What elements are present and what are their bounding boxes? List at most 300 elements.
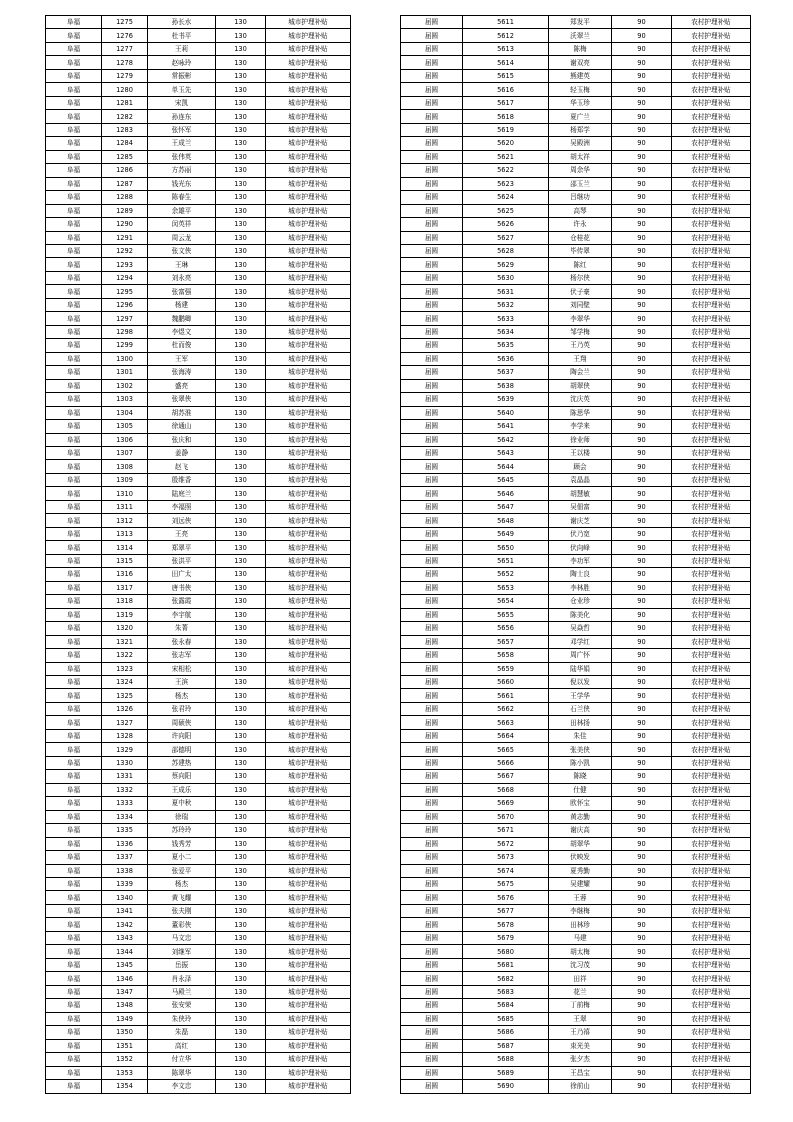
name-cell: 常振彬	[148, 69, 216, 82]
table-row	[401, 420, 751, 433]
serial-cell: 5665	[463, 743, 549, 756]
town-cell: 届圆	[401, 649, 463, 662]
serial-cell: 5685	[463, 1012, 549, 1025]
category-cell: 农村护理补贴	[672, 420, 751, 433]
table-row	[401, 743, 751, 756]
name-cell: 徐通山	[148, 420, 216, 433]
amount-cell: 90	[612, 473, 672, 486]
town-cell: 阜福	[46, 810, 102, 823]
serial-cell: 1350	[102, 1026, 148, 1039]
amount-cell: 90	[612, 487, 672, 500]
name-cell: 徐业师	[549, 433, 612, 446]
name-cell: 陆华娟	[549, 662, 612, 675]
amount-cell: 90	[612, 1039, 672, 1052]
serial-cell: 1326	[102, 702, 148, 715]
town-cell: 阜福	[46, 918, 102, 931]
table-row	[46, 716, 351, 729]
town-cell: 阜福	[46, 554, 102, 567]
serial-cell: 5664	[463, 729, 549, 742]
amount-cell: 130	[216, 635, 266, 648]
amount-cell: 90	[612, 810, 672, 823]
name-cell: 仓桂花	[549, 231, 612, 244]
table-row	[401, 150, 751, 163]
category-cell: 农村护理补贴	[672, 595, 751, 608]
category-cell: 农村护理补贴	[672, 83, 751, 96]
category-cell: 城市护理补贴	[266, 298, 351, 311]
category-cell: 农村护理补贴	[672, 878, 751, 891]
amount-cell: 90	[612, 1066, 672, 1079]
serial-cell: 1276	[102, 29, 148, 42]
amount-cell: 90	[612, 568, 672, 581]
town-cell: 阜福	[46, 137, 102, 150]
town-cell: 届圆	[401, 1026, 463, 1039]
table-row	[46, 837, 351, 850]
category-cell: 城市护理补贴	[266, 689, 351, 702]
table-row	[46, 999, 351, 1012]
table-row	[401, 1066, 751, 1079]
category-cell: 农村护理补贴	[672, 204, 751, 217]
amount-cell: 90	[612, 433, 672, 446]
category-cell: 城市护理补贴	[266, 1026, 351, 1039]
category-cell: 城市护理补贴	[266, 756, 351, 769]
town-cell: 届圆	[401, 56, 463, 69]
name-cell: 盛亮	[148, 379, 216, 392]
table-row	[401, 352, 751, 365]
serial-cell: 1293	[102, 258, 148, 271]
name-cell: 吴佃富	[549, 500, 612, 513]
category-cell: 农村护理补贴	[672, 514, 751, 527]
town-cell: 阜福	[46, 662, 102, 675]
category-cell: 城市护理补贴	[266, 447, 351, 460]
category-cell: 农村护理补贴	[672, 271, 751, 284]
name-cell: 许永	[549, 218, 612, 231]
table-row	[46, 258, 351, 271]
table-row	[46, 554, 351, 567]
table-row	[46, 312, 351, 325]
name-cell: 沈庆英	[549, 393, 612, 406]
category-cell: 城市护理补贴	[266, 999, 351, 1012]
town-cell: 届圆	[401, 554, 463, 567]
name-cell: 孙长水	[148, 16, 216, 29]
table-row	[46, 433, 351, 446]
table-row	[401, 460, 751, 473]
category-cell: 农村护理补贴	[672, 460, 751, 473]
category-cell: 农村护理补贴	[672, 1066, 751, 1079]
name-cell: 朱侠玲	[148, 1012, 216, 1025]
name-cell: 杜而俊	[148, 339, 216, 352]
category-cell: 农村护理补贴	[672, 716, 751, 729]
serial-cell: 5619	[463, 123, 549, 136]
town-cell: 届圆	[401, 595, 463, 608]
category-cell: 农村护理补贴	[672, 42, 751, 55]
category-cell: 城市护理补贴	[266, 635, 351, 648]
category-cell: 城市护理补贴	[266, 608, 351, 621]
category-cell: 城市护理补贴	[266, 164, 351, 177]
name-cell: 谢庆高	[549, 824, 612, 837]
name-cell: 付立华	[148, 1053, 216, 1066]
table-row	[46, 622, 351, 635]
category-cell: 农村护理补贴	[672, 56, 751, 69]
amount-cell: 90	[612, 1012, 672, 1025]
amount-cell: 90	[612, 851, 672, 864]
amount-cell: 130	[216, 500, 266, 513]
town-cell: 阜福	[46, 972, 102, 985]
amount-cell: 130	[216, 608, 266, 621]
category-cell: 城市护理补贴	[266, 581, 351, 594]
table-row	[46, 904, 351, 917]
name-cell: 苏玲玲	[148, 824, 216, 837]
town-cell: 届圆	[401, 204, 463, 217]
serial-cell: 5642	[463, 433, 549, 446]
table-row	[401, 770, 751, 783]
amount-cell: 90	[612, 298, 672, 311]
name-cell: 王翔	[549, 352, 612, 365]
town-cell: 届圆	[401, 96, 463, 109]
category-cell: 农村护理补贴	[672, 972, 751, 985]
town-cell: 届圆	[401, 473, 463, 486]
amount-cell: 90	[612, 447, 672, 460]
amount-cell: 130	[216, 702, 266, 715]
category-cell: 农村护理补贴	[672, 918, 751, 931]
category-cell: 城市护理补贴	[266, 244, 351, 257]
table-row	[46, 689, 351, 702]
serial-cell: 1287	[102, 177, 148, 190]
name-cell: 张翠侠	[148, 393, 216, 406]
serial-cell: 5673	[463, 851, 549, 864]
category-cell: 城市护理补贴	[266, 851, 351, 864]
table-row	[46, 56, 351, 69]
category-cell: 城市护理补贴	[266, 1039, 351, 1052]
table-row	[46, 137, 351, 150]
name-cell: 周云龙	[148, 231, 216, 244]
amount-cell: 130	[216, 285, 266, 298]
town-cell: 阜福	[46, 527, 102, 540]
town-cell: 届圆	[401, 433, 463, 446]
town-cell: 阜福	[46, 123, 102, 136]
table-row	[401, 783, 751, 796]
table-row	[401, 271, 751, 284]
town-cell: 阜福	[46, 271, 102, 284]
name-cell: 孙连东	[148, 110, 216, 123]
amount-cell: 130	[216, 42, 266, 55]
serial-cell: 5652	[463, 568, 549, 581]
table-row	[401, 1080, 751, 1093]
serial-cell: 1291	[102, 231, 148, 244]
serial-cell: 1317	[102, 581, 148, 594]
serial-cell: 5628	[463, 244, 549, 257]
table-row	[401, 285, 751, 298]
name-cell: 邹学梅	[549, 325, 612, 338]
amount-cell: 130	[216, 945, 266, 958]
category-cell: 城市护理补贴	[266, 312, 351, 325]
category-cell: 城市护理补贴	[266, 406, 351, 419]
serial-cell: 5663	[463, 716, 549, 729]
table-row	[46, 783, 351, 796]
serial-cell: 1283	[102, 123, 148, 136]
amount-cell: 90	[612, 352, 672, 365]
name-cell: 刘远侠	[148, 514, 216, 527]
amount-cell: 90	[612, 204, 672, 217]
name-cell: 张庆和	[148, 433, 216, 446]
amount-cell: 130	[216, 716, 266, 729]
category-cell: 城市护理补贴	[266, 770, 351, 783]
serial-cell: 1330	[102, 756, 148, 769]
serial-cell: 5627	[463, 231, 549, 244]
amount-cell: 90	[612, 783, 672, 796]
table-row	[46, 177, 351, 190]
town-cell: 阜福	[46, 999, 102, 1012]
category-cell: 农村护理补贴	[672, 797, 751, 810]
table-row	[46, 191, 351, 204]
amount-cell: 130	[216, 904, 266, 917]
table-row	[46, 204, 351, 217]
serial-cell: 1277	[102, 42, 148, 55]
serial-cell: 5650	[463, 541, 549, 554]
name-cell: 黄志勤	[549, 810, 612, 823]
town-cell: 阜福	[46, 339, 102, 352]
table-row	[401, 864, 751, 877]
town-cell: 届圆	[401, 999, 463, 1012]
amount-cell: 90	[612, 649, 672, 662]
town-cell: 届圆	[401, 945, 463, 958]
town-cell: 阜福	[46, 16, 102, 29]
town-cell: 届圆	[401, 42, 463, 55]
town-cell: 阜福	[46, 258, 102, 271]
serial-cell: 5624	[463, 191, 549, 204]
name-cell: 赵咏玲	[148, 56, 216, 69]
table-row	[46, 810, 351, 823]
serial-cell: 5646	[463, 487, 549, 500]
amount-cell: 130	[216, 649, 266, 662]
name-cell: 陈梅	[549, 42, 612, 55]
serial-cell: 5667	[463, 770, 549, 783]
name-cell: 郑发平	[549, 16, 612, 29]
serial-cell: 5626	[463, 218, 549, 231]
amount-cell: 130	[216, 110, 266, 123]
amount-cell: 130	[216, 487, 266, 500]
name-cell: 李宇航	[148, 608, 216, 621]
serial-cell: 5688	[463, 1053, 549, 1066]
amount-cell: 90	[612, 595, 672, 608]
town-cell: 届圆	[401, 918, 463, 931]
category-cell: 农村护理补贴	[672, 500, 751, 513]
subsidy-table-left	[45, 15, 351, 1094]
category-cell: 城市护理补贴	[266, 177, 351, 190]
serial-cell: 5670	[463, 810, 549, 823]
serial-cell: 5620	[463, 137, 549, 150]
table-row	[401, 972, 751, 985]
table-row	[401, 945, 751, 958]
town-cell: 届圆	[401, 635, 463, 648]
town-cell: 阜福	[46, 985, 102, 998]
category-cell: 城市护理补贴	[266, 460, 351, 473]
amount-cell: 130	[216, 366, 266, 379]
amount-cell: 130	[216, 783, 266, 796]
category-cell: 农村护理补贴	[672, 150, 751, 163]
name-cell: 陈思华	[549, 406, 612, 419]
name-cell: 吴殿洲	[549, 137, 612, 150]
amount-cell: 90	[612, 972, 672, 985]
town-cell: 届圆	[401, 460, 463, 473]
town-cell: 阜福	[46, 42, 102, 55]
serial-cell: 5612	[463, 29, 549, 42]
serial-cell: 1340	[102, 891, 148, 904]
serial-cell: 5656	[463, 622, 549, 635]
category-cell: 城市护理补贴	[266, 662, 351, 675]
table-row	[46, 770, 351, 783]
name-cell: 王学华	[549, 689, 612, 702]
serial-cell: 1296	[102, 298, 148, 311]
serial-cell: 1286	[102, 164, 148, 177]
table-row	[46, 69, 351, 82]
serial-cell: 5633	[463, 312, 549, 325]
table-row	[46, 1066, 351, 1079]
category-cell: 农村护理补贴	[672, 783, 751, 796]
amount-cell: 90	[612, 1026, 672, 1039]
serial-cell: 5635	[463, 339, 549, 352]
town-cell: 届圆	[401, 716, 463, 729]
name-cell: 单玉先	[148, 83, 216, 96]
amount-cell: 90	[612, 83, 672, 96]
name-cell: 张富强	[148, 285, 216, 298]
amount-cell: 130	[216, 743, 266, 756]
serial-cell: 1335	[102, 824, 148, 837]
category-cell: 城市护理补贴	[266, 810, 351, 823]
name-cell: 王以楼	[549, 447, 612, 460]
table-row	[46, 945, 351, 958]
name-cell: 周广怀	[549, 649, 612, 662]
serial-cell: 1311	[102, 500, 148, 513]
name-cell: 李林胜	[549, 581, 612, 594]
town-cell: 届圆	[401, 675, 463, 688]
serial-cell: 5682	[463, 972, 549, 985]
serial-cell: 5644	[463, 460, 549, 473]
category-cell: 城市护理补贴	[266, 487, 351, 500]
town-cell: 阜福	[46, 931, 102, 944]
serial-cell: 1322	[102, 649, 148, 662]
name-cell: 杨建	[148, 298, 216, 311]
category-cell: 城市护理补贴	[266, 83, 351, 96]
table-row	[401, 756, 751, 769]
serial-cell: 5657	[463, 635, 549, 648]
serial-cell: 5623	[463, 177, 549, 190]
name-cell: 王乃英	[549, 339, 612, 352]
category-cell: 农村护理补贴	[672, 568, 751, 581]
category-cell: 农村护理补贴	[672, 1053, 751, 1066]
town-cell: 阜福	[46, 514, 102, 527]
town-cell: 届圆	[401, 123, 463, 136]
table-row	[401, 123, 751, 136]
table-row	[46, 972, 351, 985]
amount-cell: 130	[216, 420, 266, 433]
table-row	[401, 177, 751, 190]
table-row	[46, 1080, 351, 1093]
town-cell: 阜福	[46, 460, 102, 473]
serial-cell: 5666	[463, 756, 549, 769]
name-cell: 张夫刚	[148, 904, 216, 917]
category-cell: 城市护理补贴	[266, 554, 351, 567]
amount-cell: 90	[612, 69, 672, 82]
town-cell: 阜福	[46, 581, 102, 594]
name-cell: 黄飞耀	[148, 891, 216, 904]
category-cell: 城市护理补贴	[266, 568, 351, 581]
category-cell: 农村护理补贴	[672, 864, 751, 877]
category-cell: 农村护理补贴	[672, 958, 751, 971]
table-row	[46, 931, 351, 944]
town-cell: 届圆	[401, 325, 463, 338]
table-row	[401, 164, 751, 177]
name-cell: 张怀军	[148, 123, 216, 136]
serial-cell: 1285	[102, 150, 148, 163]
serial-cell: 1306	[102, 433, 148, 446]
town-cell: 届圆	[401, 29, 463, 42]
category-cell: 农村护理补贴	[672, 527, 751, 540]
town-cell: 阜福	[46, 487, 102, 500]
name-cell: 王滨	[148, 675, 216, 688]
table-row	[401, 878, 751, 891]
table-row	[401, 527, 751, 540]
name-cell: 李煜文	[148, 325, 216, 338]
town-cell: 届圆	[401, 878, 463, 891]
table-row	[46, 460, 351, 473]
amount-cell: 130	[216, 460, 266, 473]
category-cell: 城市护理补贴	[266, 743, 351, 756]
table-row	[401, 258, 751, 271]
table-row	[401, 137, 751, 150]
serial-cell: 1275	[102, 16, 148, 29]
category-cell: 城市护理补贴	[266, 891, 351, 904]
serial-cell: 5636	[463, 352, 549, 365]
name-cell: 张伟英	[148, 150, 216, 163]
town-cell: 阜福	[46, 1026, 102, 1039]
name-cell: 宋相松	[148, 662, 216, 675]
town-cell: 届圆	[401, 581, 463, 594]
amount-cell: 130	[216, 1080, 266, 1093]
amount-cell: 130	[216, 918, 266, 931]
town-cell: 阜福	[46, 420, 102, 433]
table-row	[401, 810, 751, 823]
category-cell: 城市护理补贴	[266, 231, 351, 244]
name-cell: 余雄平	[148, 204, 216, 217]
table-row	[401, 298, 751, 311]
town-cell: 届圆	[401, 164, 463, 177]
amount-cell: 90	[612, 164, 672, 177]
amount-cell: 90	[612, 393, 672, 406]
table-row	[401, 393, 751, 406]
town-cell: 阜福	[46, 96, 102, 109]
town-cell: 阜福	[46, 191, 102, 204]
table-row	[46, 608, 351, 621]
category-cell: 城市护理补贴	[266, 366, 351, 379]
serial-cell: 5687	[463, 1039, 549, 1052]
table-row	[46, 729, 351, 742]
town-cell: 阜福	[46, 851, 102, 864]
town-cell: 阜福	[46, 689, 102, 702]
name-cell: 李福照	[148, 500, 216, 513]
amount-cell: 130	[216, 527, 266, 540]
serial-cell: 5686	[463, 1026, 549, 1039]
name-cell: 张君玲	[148, 702, 216, 715]
category-cell: 城市护理补贴	[266, 797, 351, 810]
name-cell: 熊建英	[549, 69, 612, 82]
town-cell: 届圆	[401, 447, 463, 460]
category-cell: 农村护理补贴	[672, 352, 751, 365]
town-cell: 阜福	[46, 649, 102, 662]
name-cell: 杜书平	[148, 29, 216, 42]
amount-cell: 90	[612, 662, 672, 675]
category-cell: 农村护理补贴	[672, 689, 751, 702]
name-cell: 胡苏淮	[148, 406, 216, 419]
